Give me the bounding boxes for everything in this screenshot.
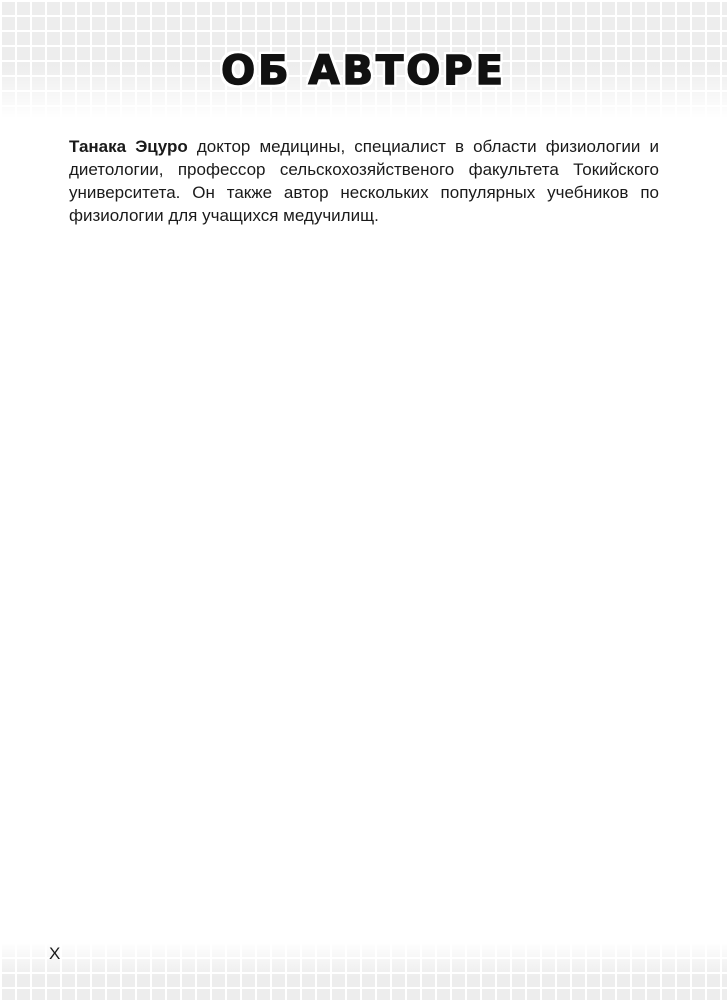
page-number: X bbox=[49, 944, 61, 963]
footer-grid-background bbox=[0, 942, 727, 1000]
author-bio-text: доктор медицины, специалист в области физиологии и диетологии, профессор сельскохозяйственого факультета Токийского университета. Он также автор нескольких популярных учебников по физиологии для учащихся медучилищ. bbox=[69, 137, 659, 225]
author-bio bbox=[69, 135, 659, 227]
author-name: Танака Эцуро bbox=[69, 137, 188, 156]
page-title: ОБ АВТОРЕ bbox=[221, 48, 506, 94]
